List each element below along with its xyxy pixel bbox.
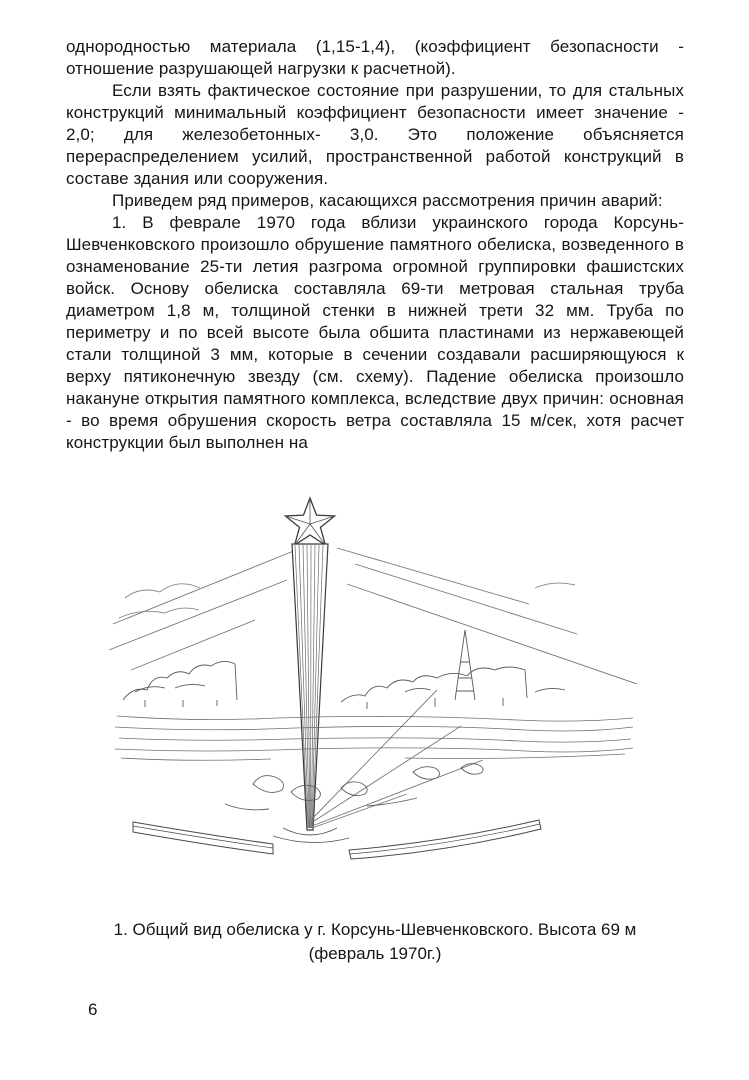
obelisk-sketch-svg (105, 492, 645, 902)
paragraph-4: 1. В феврале 1970 года вблизи украинского города Корсунь-Шевченковского произошло обрушение памятного обелиска, возведенного в ознаменование 25-ти летия разгрома огромной группировки фашистских войск. Основу обелиска составляла 69-ти метровая стальная труба диаметром 1,8 м, толщиной стенки в нижней трети 32 мм. Труба по периметру и по всей высоте была обшита пластинами из нержавеющей стали толщиной 3 мм, которые в сечении создавали расширяющуюся к верху пятиконечную звезду (см. схему). Падение обелиска произошло накануне открытия памятного комплекса, вследствие двух причин: основная - во время обрушения скорость ветра составляла 15 м/сек, хотя расчет конструкции был выполнен на (66, 213, 684, 452)
trees-left-icon (123, 661, 237, 707)
star-icon (285, 498, 334, 545)
sky-rays-icon (109, 548, 637, 684)
trees-right-icon (341, 630, 565, 709)
figure-caption (66, 918, 684, 966)
page-number: 6 (88, 1000, 98, 1019)
obelisk-sketch (105, 492, 645, 902)
walls-icon (133, 820, 541, 859)
obelisk-figure (66, 492, 684, 966)
clouds-icon (119, 583, 575, 618)
figure-caption-line2: (февраль 1970г.) (308, 944, 442, 963)
field-lines-icon (115, 716, 633, 760)
body-text (66, 36, 684, 454)
base-rays-icon (311, 690, 483, 828)
paragraph-1: однородностью материала (1,15-1,4), (коэффициент безопасности - отношение разрушающей нагрузки к расчетной). (66, 37, 684, 78)
figure-caption-line1: 1. Общий вид обелиска у г. Корсунь-Шевченковского. Высота 69 м (113, 920, 637, 939)
paragraph-3: Приведем ряд примеров, касающихся рассмотрения причин аварий: (112, 191, 663, 210)
stones-icon (225, 764, 483, 810)
paragraph-2: Если взять фактическое состояние при разрушении, то для стальных конструкций минимальный коэффициент безопасности имеет значение - 2,0; для железобетонных- 3,0. Это положение объясняется перераспределением усилий, пространственной работой конструкций в составе здания или сооружения. (66, 81, 684, 188)
